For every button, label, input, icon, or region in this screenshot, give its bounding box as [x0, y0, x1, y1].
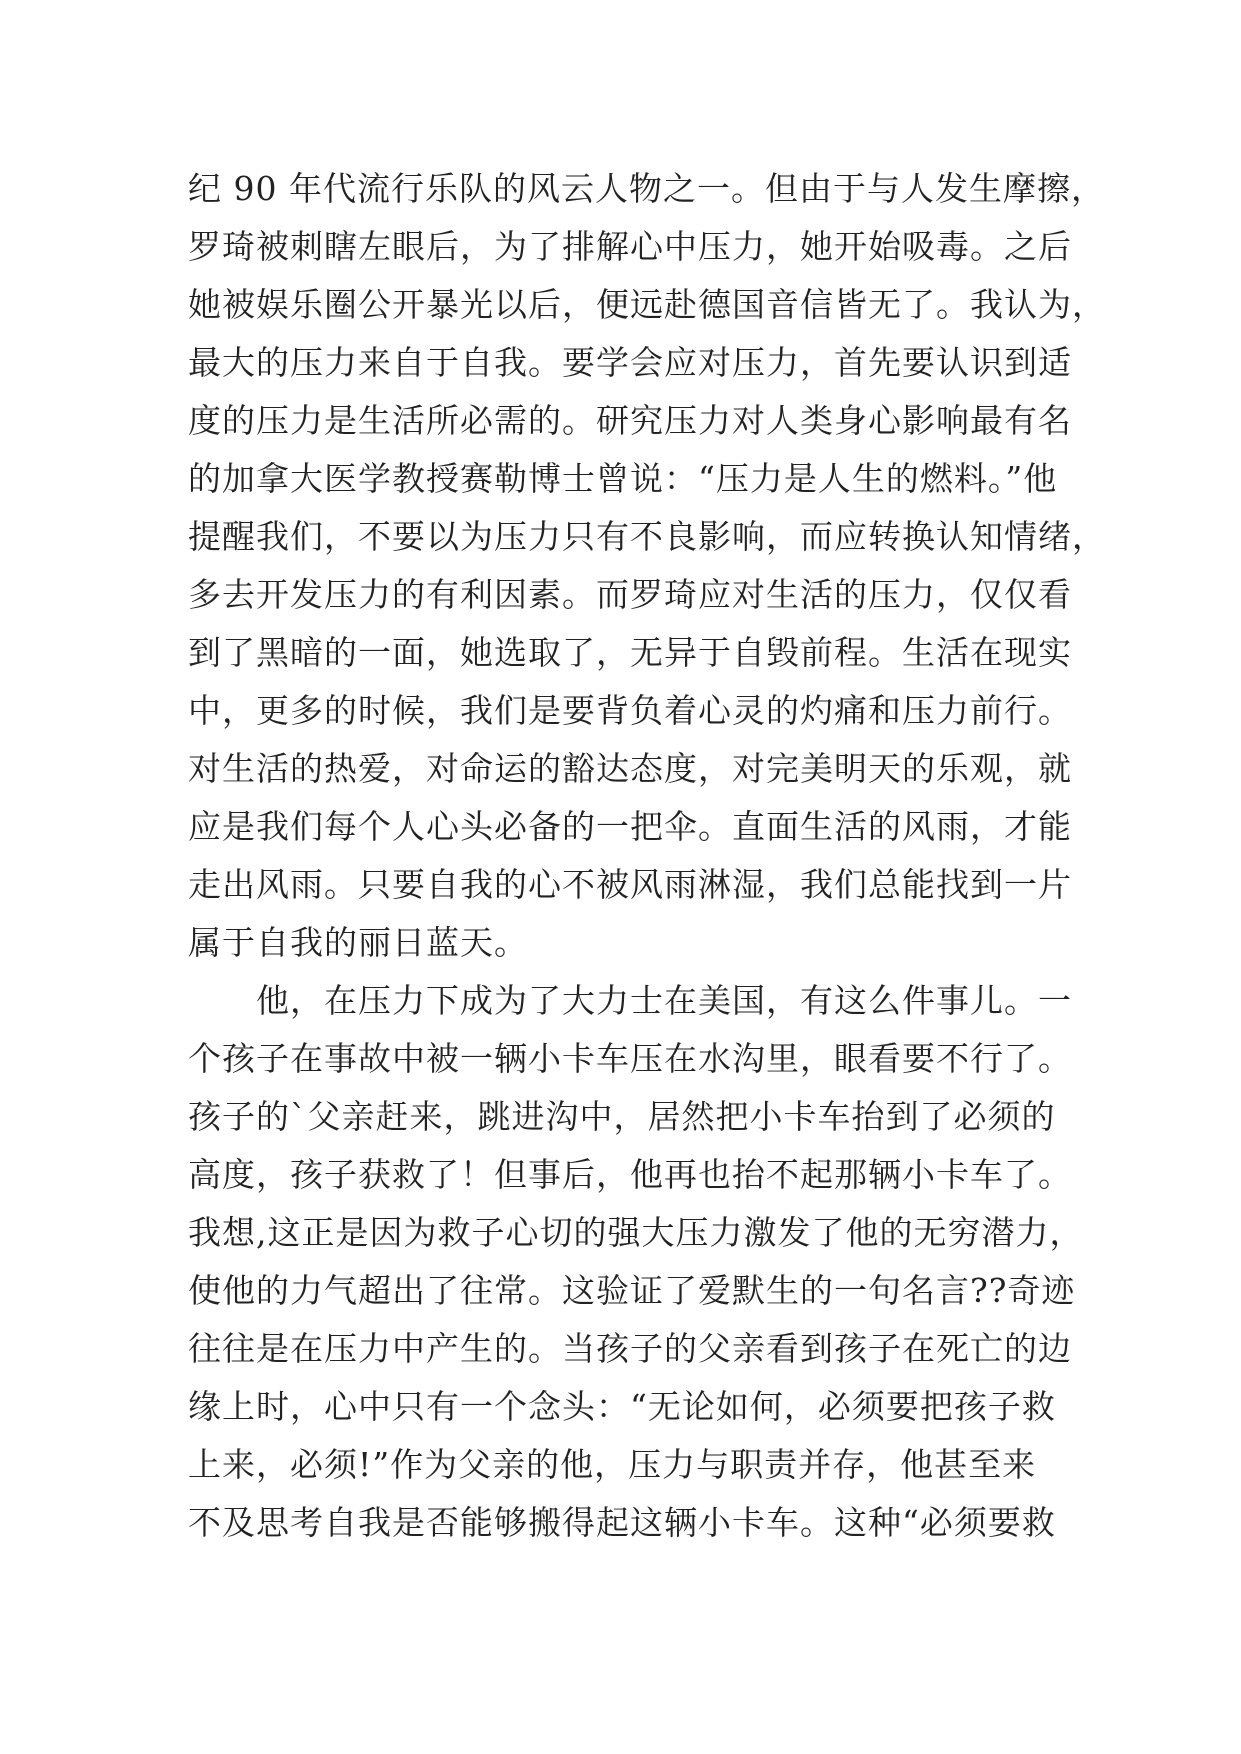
- text-line: 度的压力是生活所必需的。研究压力对人类身心影响最有名: [188, 401, 1072, 440]
- text-line: 纪 90 年代流行乐队的风云人物之一。但由于与人发生摩擦，: [188, 169, 1105, 208]
- text-line: 上来，必须!”作为父亲的他，压力与职责并存，他甚至来: [188, 1445, 1037, 1484]
- text-line: 多去开发压力的有利因素。而罗琦应对生活的压力，仅仅看: [188, 575, 1072, 614]
- text-line: 对生活的热爱，对命运的豁达态度，对完美明天的乐观，就: [188, 749, 1072, 788]
- text-line: 走出风雨。只要自我的心不被风雨淋湿，我们总能找到一片: [188, 865, 1072, 904]
- text-line: 最大的压力来自于自我。要学会应对压力，首先要认识到适: [188, 343, 1072, 382]
- text-line: 往往是在压力中产生的。当孩子的父亲看到孩子在死亡的边: [188, 1329, 1072, 1368]
- text-line: 缘上时，心中只有一个念头：“无论如何，必须要把孩子救: [188, 1387, 1056, 1426]
- text-line: 中，更多的时候，我们是要背负着心灵的灼痛和压力前行。: [188, 691, 1072, 730]
- text-line: 到了黑暗的一面，她选取了，无异于自毁前程。生活在现实: [188, 633, 1072, 672]
- text-line: 孩子的`父亲赶来，跳进沟中，居然把小卡车抬到了必须的: [188, 1097, 1056, 1136]
- text-line: 他，在压力下成为了大力士在美国，有这么件事儿。一: [188, 981, 1072, 1020]
- text-line: 我想,这正是因为救子心切的强大压力激发了他的无穷潜力，: [188, 1213, 1084, 1252]
- text-line: 不及思考自我是否能够搬得起这辆小卡车。这种“必须要救: [188, 1503, 1056, 1542]
- body-text: [188, 160, 1106, 1552]
- text-line: 应是我们每个人心头必备的一把伞。直面生活的风雨，才能: [188, 807, 1072, 846]
- text-line: 属于自我的丽日蓝天。: [188, 923, 528, 962]
- text-line: 罗琦被刺瞎左眼后，为了排解心中压力，她开始吸毒。之后: [188, 227, 1072, 266]
- text-line: 使他的力气超出了往常。这验证了爱默生的一句名言??奇迹: [188, 1271, 1076, 1310]
- text-line: 高度，孩子获救了！但事后，他再也抬不起那辆小卡车了。: [188, 1155, 1072, 1194]
- text-line: 个孩子在事故中被一辆小卡车压在水沟里，眼看要不行了。: [188, 1039, 1072, 1078]
- text-line: 她被娱乐圈公开暴光以后，便远赴德国音信皆无了。我认为，: [188, 285, 1106, 324]
- text-line: 提醒我们，不要以为压力只有不良影响，而应转换认知情绪，: [188, 517, 1106, 556]
- text-line: 的加拿大医学教授赛勒博士曾说：“压力是人生的燃料。”他: [188, 459, 1058, 498]
